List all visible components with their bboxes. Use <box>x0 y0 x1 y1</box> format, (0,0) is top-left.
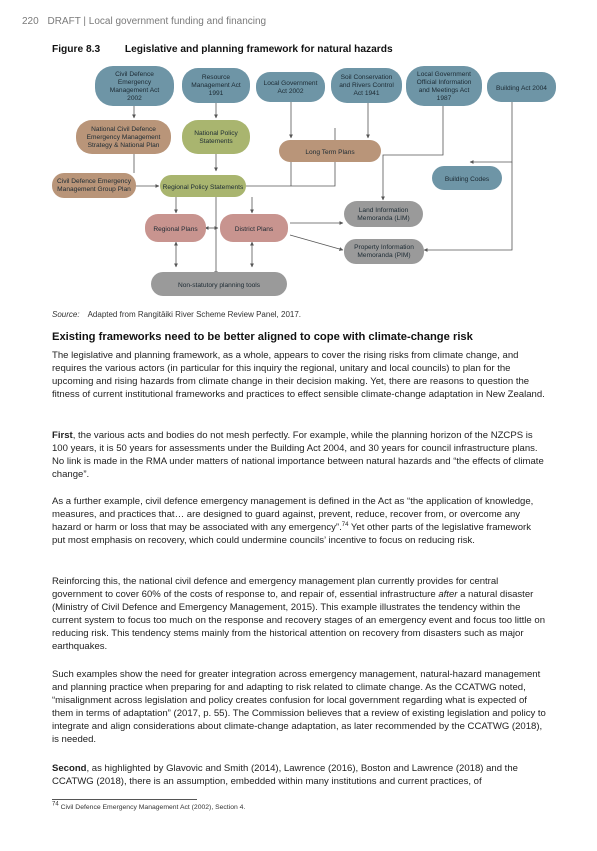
svg-text:Property InformationMemoranda <box>354 244 414 259</box>
header-title: DRAFT | Local government funding and financing <box>47 16 267 27</box>
node-text: Regional Policy Statements <box>162 184 244 191</box>
footnote-divider <box>52 799 197 800</box>
paragraph-2 <box>52 429 546 481</box>
node-text: Building Codes <box>444 176 490 183</box>
svg-text:Civil Defence EmergencyManagem <box>57 178 132 193</box>
node-text: Property Information <box>354 244 414 251</box>
paragraph-text: Yet other parts of the legislative framework put most emphasis on recovery, which could undermine councils’ incentive to focus on reducing risk. <box>52 522 531 547</box>
node-text: Local Government <box>417 71 471 78</box>
node-cdem-group <box>52 173 136 198</box>
figure-caption: Legislative and planning framework for natural hazards <box>124 44 393 55</box>
node-nps <box>182 120 250 154</box>
node-text: District Plans <box>234 226 274 233</box>
node-national-cdem <box>76 120 171 154</box>
node-text: Civil Defence <box>115 71 154 78</box>
node-text: National Policy <box>194 130 238 137</box>
paragraph-4 <box>52 575 546 654</box>
node-pim <box>344 239 424 264</box>
footnote-number: 74 <box>52 801 59 808</box>
paragraph-text: a natural disaster (Ministry of Civil Defence and Emergency Management, 2015). This example illustrates the tendency within the current system to focus too much on the response and recovery stages of an emergency event and focus too little on reducing risk. This tendency stems mainly from the historical attention on recovery from disasters such as major earthquakes. <box>52 589 545 653</box>
paragraph-text: , as highlighted by Glavovic and Smith (2014), Lawrence (2016), Boston and Lawrence (2018) and the CCATWG (2018), there is an assumption, embedded within many institutions and current practices, of <box>52 763 518 788</box>
node-text: Civil Defence Emergency <box>56 178 132 185</box>
node-regional-plans <box>145 214 206 242</box>
node-text: Local Government <box>263 80 318 87</box>
paragraph-6 <box>52 762 546 788</box>
node-lga <box>256 72 325 102</box>
figure-source <box>52 310 301 319</box>
node-text: Land Information <box>358 207 409 214</box>
node-scrca <box>331 68 402 103</box>
svg-text:Land InformationMemoranda (LIM <box>357 207 409 222</box>
node-text: Memoranda (PIM) <box>357 252 411 259</box>
node-text: and Meetings Act <box>418 87 470 94</box>
source-label: Source: <box>52 310 80 319</box>
node-text: Act 1941 <box>353 90 380 97</box>
paragraph-lead: First <box>52 430 73 441</box>
node-text: Building Act 2004 <box>496 85 547 92</box>
node-text: National Civil Defence <box>91 126 156 133</box>
svg-text:Building Act 2004 <box>496 85 547 92</box>
svg-text:Regional Policy Statements <box>163 184 244 191</box>
svg-text:National PolicyStatements <box>194 130 238 145</box>
paragraph-lead: Second <box>52 763 87 774</box>
paragraph-text: Such examples show the need for greater integration across emergency management, natural-hazard management and planning practice when preparing for and adapting to risk related to climate change. As the CCATWG noted, “misalignment across legislation and policy creates confusion for local government regarding what is expected of them in terms of adaptation” (2017, p. 55). The Commission believes that a review of existing legislation and policy to integrate and align considerations about climate-change adaptation, as later recommended by the CCATWG (2018), is needed. <box>52 669 546 746</box>
node-text: 2002 <box>127 95 142 102</box>
paragraph-text: Reinforcing this, the national civil defence and emergency management plan currently provides for central government to cover 60% of the costs of response to, and repair of, essential infrastructure <box>52 576 499 601</box>
svg-text:National Civil DefenceEmergenc <box>87 126 161 149</box>
svg-text:Long Term Plans <box>305 149 355 156</box>
page-number: 220 <box>22 16 39 27</box>
node-text: 1991 <box>208 90 224 97</box>
footnote-ref[interactable]: 74 <box>341 522 349 529</box>
paragraph-text: As a further example, civil defence emergency management is defined in the Act as “the application of knowledge, measures, and practices that… are designed to guard against, prevent, reduce, recover from, or overcome any hazard or harm or loss that may be associated with any emergency”. <box>52 496 534 534</box>
node-text: Management Group Plan <box>57 186 131 193</box>
paragraph-text: The legislative and planning framework, as a whole, appears to cover the rising risks from climate change, and requires the various actors (in particular for this inquiry the regional, unitary and local councils) to plan for the upcoming and rising hazards from climate change in their decision making. Yet, there are reasons to question the fitness of current institutional frameworks and practices to effect sensible climate-change adaptation in New Zealand. <box>52 350 545 401</box>
paragraph-1 <box>52 349 546 401</box>
node-lim <box>344 201 423 227</box>
figure-label: Figure 8.3 <box>52 44 101 55</box>
node-cdem-act <box>95 66 174 106</box>
node-text: Soil Conservation <box>340 74 393 81</box>
node-text: Statements <box>199 138 233 145</box>
node-text: Non-statutory planning tools <box>177 282 261 289</box>
source-text: Adapted from Rangitāiki River Scheme Review Panel, 2017. <box>87 310 302 319</box>
node-text: Long Term Plans <box>305 149 355 156</box>
running-header <box>22 16 266 27</box>
node-text: Regional Plans <box>153 226 198 233</box>
node-text: Management Act <box>191 82 241 89</box>
node-text: 1987 <box>436 95 452 102</box>
node-text: Strategy & National Plan <box>87 142 160 149</box>
node-rma <box>182 68 250 103</box>
node-text: Act 2002 <box>277 88 304 95</box>
node-text: Management Act <box>109 87 160 94</box>
node-building-codes <box>432 166 502 190</box>
svg-text:Building Codes <box>445 176 490 183</box>
figure-title <box>52 44 393 55</box>
node-text: Memoranda (LIM) <box>357 215 410 222</box>
node-non-statutory <box>151 272 287 296</box>
node-ltp <box>279 140 381 162</box>
node-text: Resource <box>201 74 231 81</box>
svg-text:Non-statutory planning tools <box>178 282 261 289</box>
section-heading: Existing frameworks need to be better aligned to cope with climate-change risk <box>52 331 473 343</box>
node-rps <box>160 175 246 197</box>
svg-text:District Plans <box>235 226 274 233</box>
node-text: and Rivers Control <box>339 82 394 89</box>
node-district-plans <box>220 214 288 242</box>
node-text: Official Information <box>416 79 472 86</box>
paragraph-emphasis: after <box>438 589 458 601</box>
footnote-text: Civil Defence Emergency Management Act (2002), Section 4. <box>60 804 246 811</box>
node-text: Emergency Management <box>86 134 161 141</box>
framework-diagram <box>0 60 597 305</box>
node-text: Emergency <box>117 79 152 86</box>
node-lgoima <box>406 66 482 106</box>
paragraph-text: , the various acts and bodies do not mesh perfectly. For example, while the planning horizon of the NZCPS is 100 years, it is 50 years for assessments under the Building Act 2004, and 30 years for council infrastructure plans. No link is made in the RMA under matters of national importance between natural hazards and “the effects of climate change”. <box>52 430 544 481</box>
footnote <box>52 801 246 811</box>
paragraph-3 <box>52 495 546 547</box>
svg-text:Regional Plans <box>153 226 198 233</box>
paragraph-5 <box>52 668 546 747</box>
node-building-act <box>487 72 556 102</box>
